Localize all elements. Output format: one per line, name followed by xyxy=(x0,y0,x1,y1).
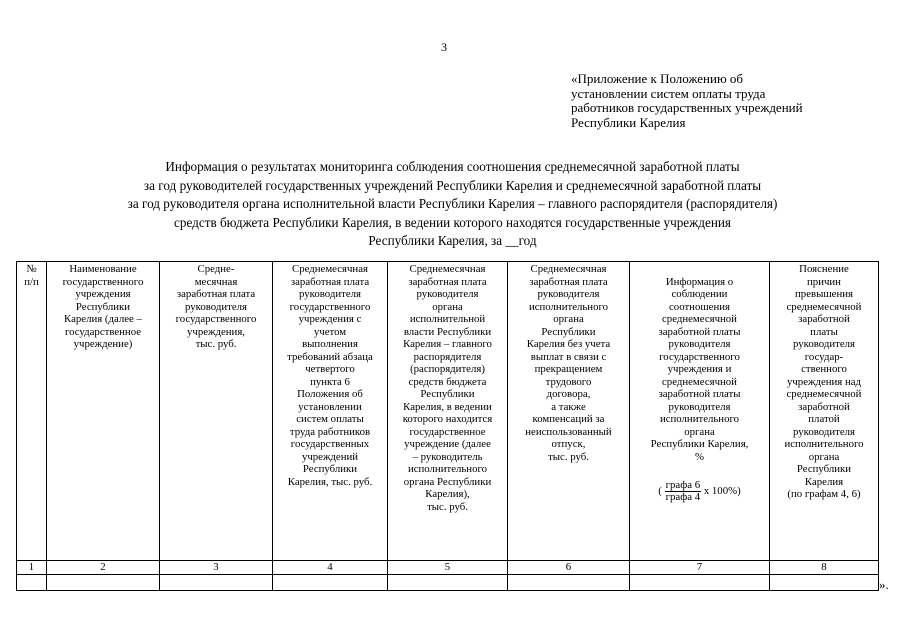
page-number: 3 xyxy=(441,40,447,54)
empty-cell xyxy=(47,574,160,590)
empty-cell xyxy=(17,574,47,590)
formula-multiplier: x 100%) xyxy=(703,484,741,497)
closing-quote: ». xyxy=(879,577,889,592)
empty-cell xyxy=(630,574,770,590)
formula-open-paren: ( xyxy=(658,484,662,497)
column-number-cell: 3 xyxy=(160,561,273,575)
column-number-cell: 4 xyxy=(273,561,388,575)
appendix-note: «Приложение к Положению об установлении систем оплаты труда работников государственных учреждений Республики Карелия xyxy=(571,71,803,130)
column-number-cell: 8 xyxy=(770,561,879,575)
empty-cell xyxy=(508,574,630,590)
empty-cell xyxy=(273,574,388,590)
header-cell-authority-head-salary: Среднемесячная заработная плата руководителя органа исполнительной власти Республики Карелия – главного распорядителя (распорядителя) средств бюджета Республики Карелия, в ведении которого находится государственное учреждение (далее – руководитель исполнительного органа Республики Карелия), тыс. руб. xyxy=(388,262,508,561)
empty-data-row xyxy=(17,574,879,590)
empty-cell xyxy=(160,574,273,590)
empty-cell xyxy=(388,574,508,590)
column-number-cell: 6 xyxy=(508,561,630,575)
column-number-cell: 2 xyxy=(47,561,160,575)
formula-numerator: графа 6 xyxy=(665,478,701,491)
header-cell-authority-head-salary-net: Среднемесячная заработная плата руководителя исполнительного органа Республики Карелия без учета выплат в связи с прекращением трудового договора, а также компенсаций за неиспользованный отпуск, тыс. руб. xyxy=(508,262,630,561)
header-cell-head-salary-adjusted: Среднемесячная заработная плата руководителя государственного учреждения с учетом выполнения требований абзаца четвертого пункта 6 Положения об установлении систем оплаты труда работников государственных учреждений Республики Карелия, тыс. руб. xyxy=(273,262,388,561)
column-number-cell: 1 xyxy=(17,561,47,575)
header-cell-head-salary: Средне- месячная заработная плата руководителя государственного учреждения, тыс. руб. xyxy=(160,262,273,561)
header-cell-number: № п/п xyxy=(17,262,47,561)
header-row xyxy=(17,262,879,561)
column-number-cell: 5 xyxy=(388,561,508,575)
header-cell-explanation: Пояснение причин превышения среднемесячной заработной платы руководителя государ- ственного учреждения над среднемесячной заработной платой руководителя исполнительного органа Республики Карелия (по графам 4, 6) xyxy=(770,262,879,561)
header-cell-institution-name: Наименование государственного учреждения Республики Карелия (далее – государственное учреждение) xyxy=(47,262,160,561)
empty-cell xyxy=(770,574,879,590)
formula-fraction xyxy=(665,480,702,503)
report-table xyxy=(16,261,879,591)
document-title: Информация о результатах мониторинга соблюдения соотношения среднемесячной заработной платы за год руководителей государственных учреждений Республики Карелия и среднемесячной заработной платы за год руководителя органа исполнительной власти Республики Карелия – главного распорядителя (распорядителя) средств бюджета Республики Карелия, в ведении которого находятся государственные учреждения Республики Карелия, за __год xyxy=(127,159,778,248)
ratio-formula xyxy=(632,480,767,503)
ratio-info-text: Информация о соблюдении соотношения среднемесячной заработной платы руководителя государственного учреждения и среднемесячной заработной платы руководителя исполнительного органа Республики Карелия, % xyxy=(650,275,749,463)
formula-denominator: графа 4 xyxy=(665,490,701,503)
column-number-cell: 7 xyxy=(630,561,770,575)
column-number-row xyxy=(17,561,879,575)
header-cell-ratio-info xyxy=(630,262,770,561)
